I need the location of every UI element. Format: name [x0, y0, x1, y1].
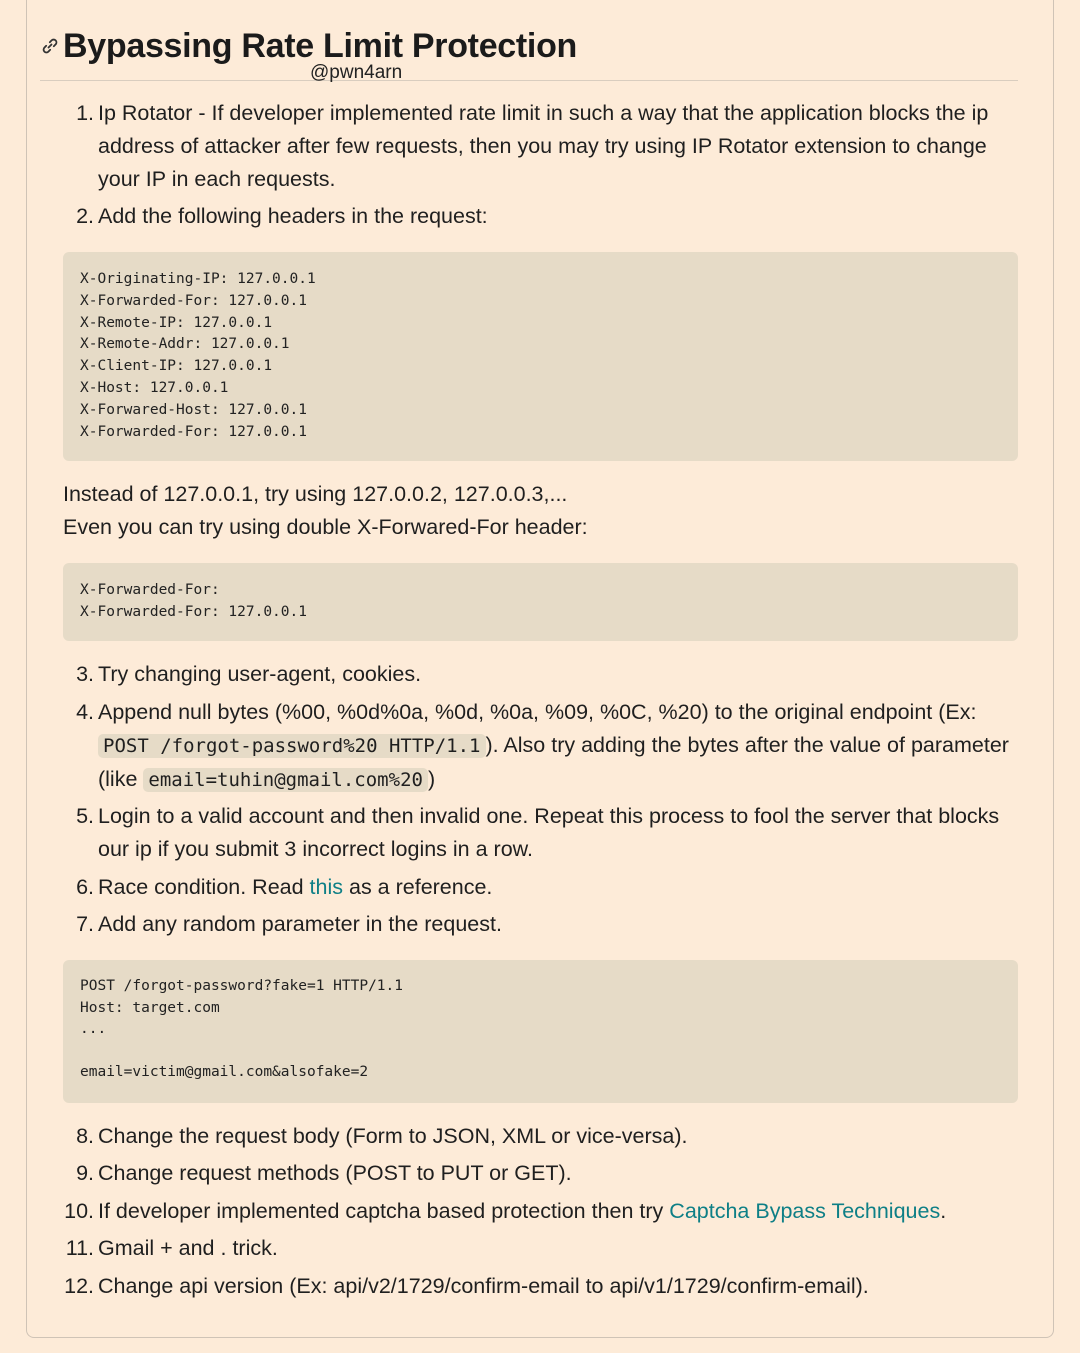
list-text: Change the request body (Form to JSON, XML or vice-versa). — [98, 1124, 688, 1148]
reference-link[interactable]: this — [309, 875, 344, 899]
list-text — [98, 871, 1018, 904]
code-line: X-Forwarded-For: 127.0.0.1 — [80, 603, 307, 620]
code-block-headers — [63, 252, 1018, 461]
heading-row — [40, 26, 1018, 81]
list-number: 5. — [76, 804, 94, 828]
list-text — [98, 696, 1018, 797]
code-line: X-Forwarded-For: 127.0.0.1 — [80, 423, 307, 440]
list-number: 12. — [64, 1274, 94, 1298]
list-text — [98, 1195, 1018, 1228]
list-number: 9. — [76, 1161, 94, 1185]
code-line: X-Remote-Addr: 127.0.0.1 — [80, 336, 290, 353]
text-segment: ). Also try adding the bytes after the value of parameter (like — [98, 733, 1009, 791]
list-text: Try changing user-agent, cookies. — [98, 662, 422, 686]
list-text: Ip Rotator - If developer implemented rate limit in such a way that the application blocks the ip address of attacker after few requests, then you may try using IP Rotator extension to change your IP in each requests. — [98, 101, 989, 191]
code-line: POST /forgot-password?fake=1 HTTP/1.1 — [80, 978, 404, 994]
code-line: X-Originating-IP: 127.0.0.1 — [80, 271, 316, 287]
text-segment: ) — [427, 767, 436, 791]
list-text: Gmail + and . trick. — [98, 1236, 278, 1260]
watermark: @pwn4arn — [310, 62, 403, 83]
list-number: 4. — [76, 700, 94, 724]
list-number: 10. — [64, 1199, 94, 1223]
list-number: 7. — [76, 912, 94, 936]
text-segment: as a reference. — [343, 875, 493, 899]
code-line: X-Host: 127.0.0.1 — [80, 379, 229, 396]
list-text: Add any random parameter in the request. — [98, 912, 502, 936]
code-line: X-Forwared-Host: 127.0.0.1 — [80, 401, 307, 418]
paragraph: Even you can try using double X-Forwared-For header: — [63, 515, 588, 539]
text-segment: . — [940, 1199, 947, 1223]
code-block-request — [63, 960, 1018, 1103]
inline-code: POST /forgot-password%20 HTTP/1.1 — [98, 734, 486, 758]
link-icon[interactable] — [40, 36, 60, 56]
text-segment: If developer implemented captcha based protection then try — [98, 1199, 670, 1223]
captcha-bypass-link[interactable]: Captcha Bypass Techniques — [669, 1199, 941, 1223]
code-line: email=victim@gmail.com&alsofake=2 — [80, 1064, 369, 1080]
code-line: X-Remote-IP: 127.0.0.1 — [80, 314, 273, 331]
code-line — [80, 1041, 1018, 1063]
code-block-double-header — [63, 563, 1018, 641]
code-line: X-Forwarded-For: 127.0.0.1 — [80, 292, 307, 309]
list-text: Login to a valid account and then invalid one. Repeat this process to fool the server that blocks our ip if you submit 3 incorrect logins in a row. — [98, 804, 1000, 861]
list-number: 1. — [76, 101, 94, 125]
text-segment: Race condition. Read — [98, 875, 310, 899]
code-line: Host: target.com — [80, 999, 220, 1016]
list-text: Add the following headers in the request: — [98, 204, 488, 228]
code-line: ... — [80, 1021, 107, 1037]
list-number: 2. — [76, 204, 94, 228]
list-number: 8. — [76, 1124, 94, 1148]
list-number: 11. — [65, 1236, 94, 1260]
list-number: 3. — [76, 662, 94, 686]
inline-code: email=tuhin@gmail.com%20 — [143, 768, 428, 792]
code-line: X-Forwarded-For: — [80, 582, 220, 598]
list-text: Change api version (Ex: api/v2/1729/confirm-email to api/v1/1729/confirm-email). — [98, 1274, 869, 1298]
page-title: Bypassing Rate Limit Protection — [63, 27, 578, 65]
code-line: X-Client-IP: 127.0.0.1 — [80, 358, 273, 375]
paragraph: Instead of 127.0.0.1, try using 127.0.0.2, 127.0.0.3,... — [63, 482, 568, 506]
list-text: Change request methods (POST to PUT or GET). — [98, 1161, 572, 1185]
list-number: 6. — [76, 875, 94, 899]
text-segment: Append null bytes (%00, %0d%0a, %0d, %0a, %09, %0C, %20) to the original endpoint (Ex: — [98, 700, 977, 724]
